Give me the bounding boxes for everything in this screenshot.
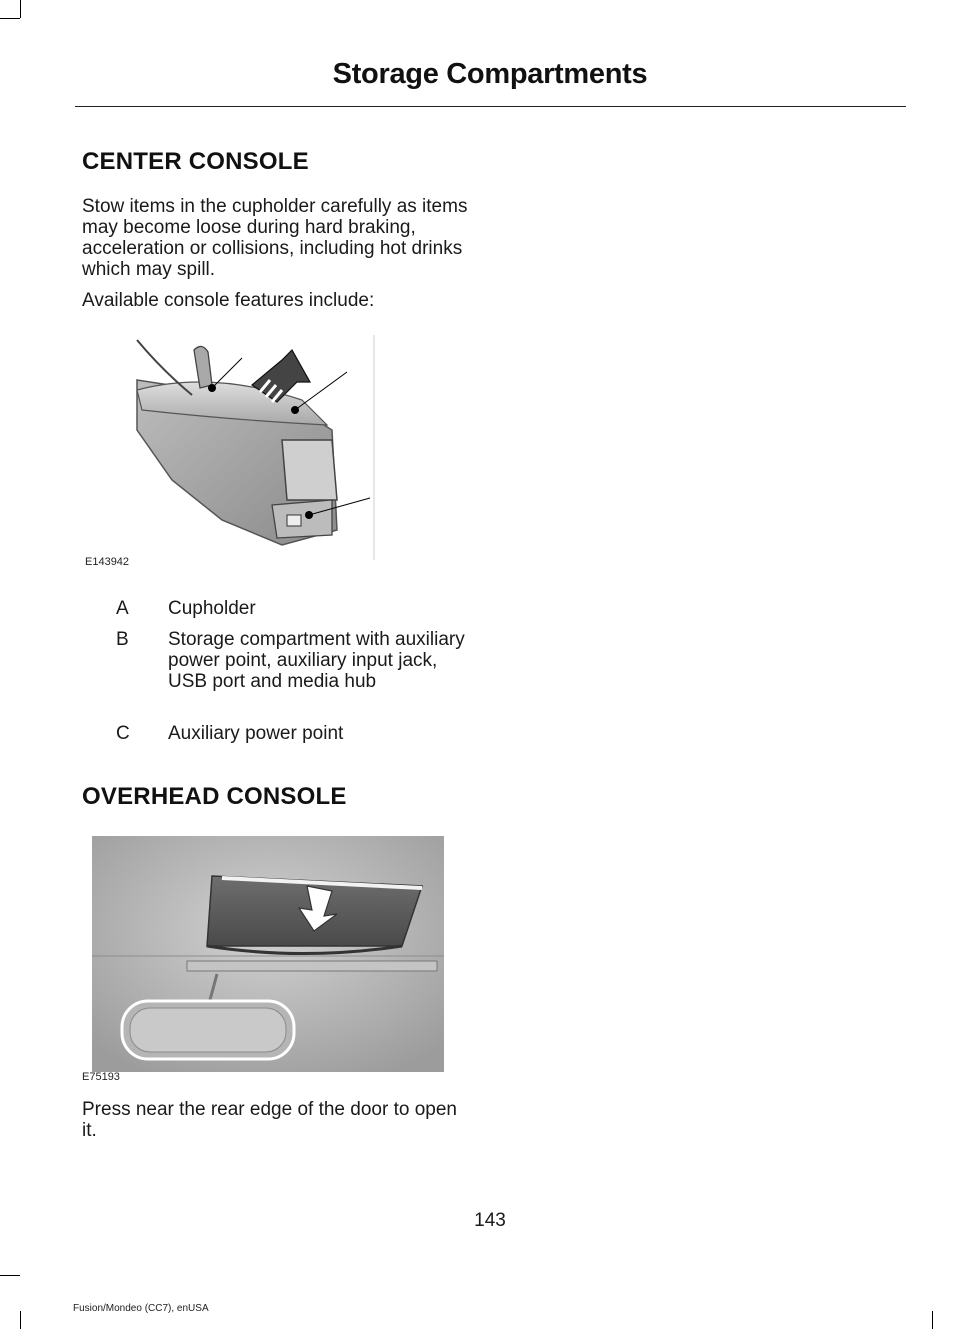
legend-text: Cupholder	[168, 598, 256, 619]
figure-code-center-console: E143942	[85, 556, 130, 568]
legend-letter: B	[116, 629, 129, 650]
overhead-console-illustration	[92, 836, 444, 1072]
footer-document-id: Fusion/Mondeo (CC7), enUSA	[73, 1303, 209, 1314]
section-heading-center-console: CENTER CONSOLE	[82, 148, 309, 175]
legend-letter: C	[116, 723, 130, 744]
legend-text: Storage compartment with auxiliary power point, auxiliary input jack, USB port and media hub	[168, 629, 465, 692]
page-header-title: Storage Compartments	[332, 58, 648, 90]
crop-mark	[20, 1311, 21, 1329]
page-number: 143	[474, 1210, 506, 1231]
legend-item	[82, 723, 482, 744]
header-rule	[75, 106, 906, 107]
legend-text: Auxiliary power point	[168, 723, 344, 744]
legend-item	[82, 629, 482, 713]
center-console-illustration	[82, 330, 382, 570]
crop-mark	[20, 0, 21, 18]
crop-mark	[0, 18, 20, 19]
legend-letter: A	[116, 598, 129, 619]
legend-item	[82, 598, 482, 619]
section-heading-overhead-console: OVERHEAD CONSOLE	[82, 783, 347, 810]
crop-mark	[932, 1311, 933, 1329]
overhead-console-instruction-text: Press near the rear edge of the door to open it.	[82, 1099, 457, 1141]
crop-mark	[0, 1275, 20, 1276]
figure-code-overhead-console: E75193	[82, 1071, 120, 1083]
center-console-intro-text: Available console features include:	[82, 290, 375, 311]
center-console-warning-text: Stow items in the cupholder carefully as items may become loose during hard braking, acceleration or collisions, including hot drinks which may spill.	[82, 196, 468, 280]
